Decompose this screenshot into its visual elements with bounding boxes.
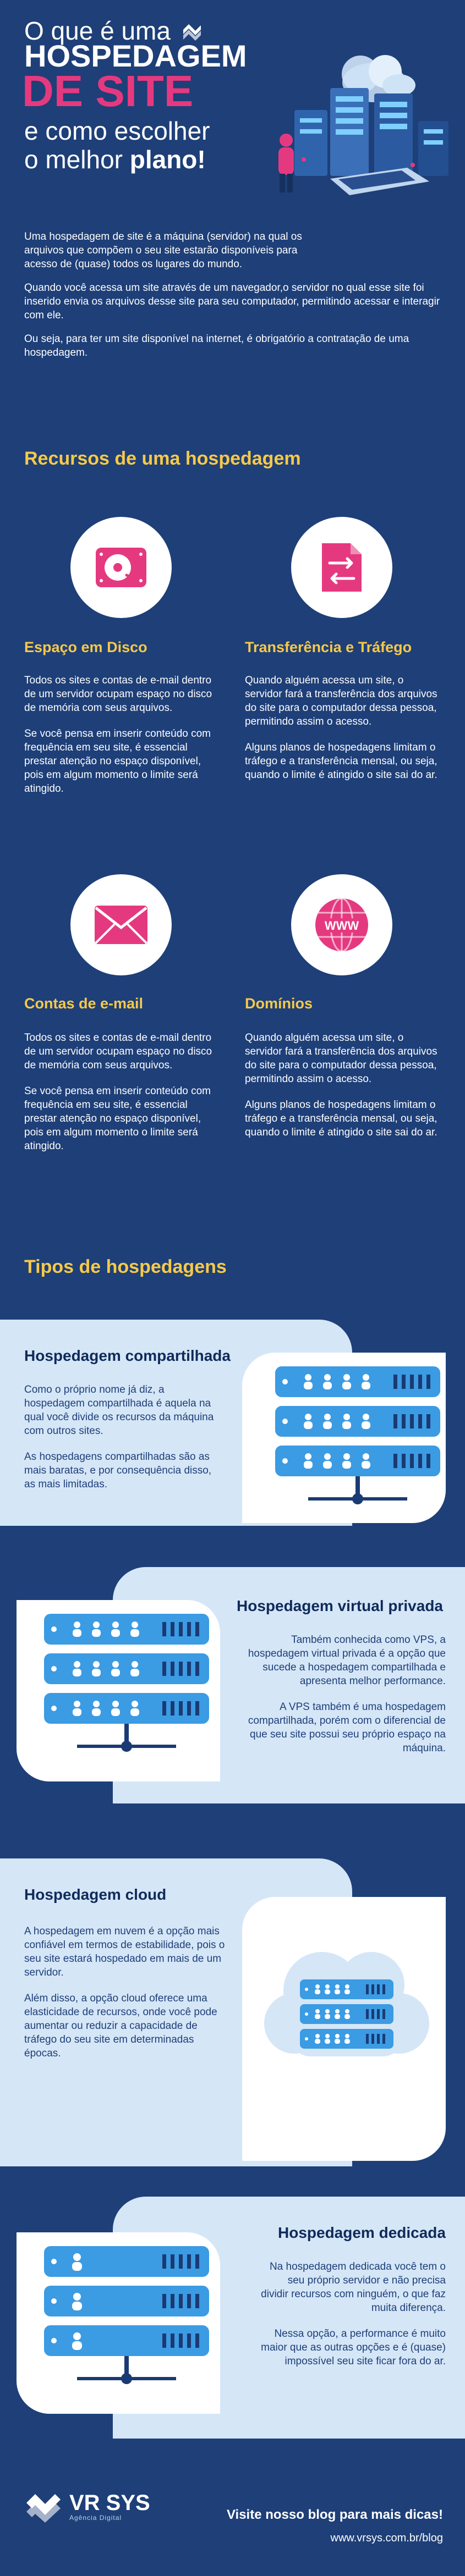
vps-server-icon: [44, 1614, 209, 1757]
recursos-title: Recursos de uma hospedagem: [24, 448, 301, 469]
tipo-title-dedicada: Hospedagem dedicada: [278, 2224, 446, 2241]
tipo-body-cloud: [24, 1924, 228, 2060]
footer-logo[interactable]: [24, 2491, 150, 2523]
envelope-icon-circle: [70, 874, 172, 975]
recurso-body-disco: [24, 674, 220, 796]
tipo-cloud-p1: A hospedagem em nuvem é a opção mais confiável em termos de estabilidade, pois o seu site estará hospedado em mais de um servidor.: [24, 1926, 225, 1978]
tipo-compartilhada-p1: Como o próprio nome já diz, a hospedagem compartilhada é aquela na qual você divide os recursos da máquina com outros sites.: [24, 1384, 214, 1437]
vrsys-logo-icon: [24, 2491, 63, 2523]
dedicated-server-icon: [44, 2246, 209, 2389]
tipo-dedicada-p2: Nessa opção, a performance é muito maior que as outras opções e é (quase) impossível seu site ficar fora do ar.: [261, 2328, 446, 2367]
www-badge-text: WWW: [324, 919, 359, 933]
recurso-body-transferencia: [245, 674, 443, 782]
shared-server-icon: [275, 1366, 440, 1509]
recurso-disco-p1: Todos os sites e contas de e-mail dentro de um servidor ocupam espaço no disco de memória com seus arquivos.: [24, 675, 212, 714]
hero-line-5: o melhor plano!: [24, 145, 206, 174]
tipos-title: Tipos de hospedagens: [24, 1256, 227, 1277]
tipo-title-cloud: Hospedagem cloud: [24, 1886, 167, 1903]
tipo-body-compartilhada: [24, 1383, 217, 1491]
footer-logo-text: VR SYS: [69, 2491, 150, 2515]
www-globe-icon-circle: [291, 874, 392, 975]
recurso-body-dominios: [245, 1031, 443, 1139]
recurso-title-dominios: Domínios: [245, 995, 313, 1012]
intro-paragraph-1: Uma hospedagem de site é a máquina (servidor) na qual os arquivos que compõem o seu site estarão disponíveis para acesso de (quase) todos os lugares do mundo.: [24, 231, 302, 270]
footer-cta: Visite nosso blog para mais dicas!: [226, 2507, 443, 2522]
footer-logo-sub: Agência Digital: [69, 2514, 122, 2522]
recurso-disco-p2: Se você pensa em inserir conteúdo com frequência em seu site, é essencial prestar atenção no espaço disponível, pois em algum momento o limite será atingido.: [24, 728, 211, 795]
hard-disk-icon: [95, 547, 147, 588]
recurso-dominios-p2: Alguns planos de hospedagens limitam o tráfego e a transferência mensal, ou seja, quando o limite é atingido o site sai do ar.: [245, 1099, 437, 1138]
recurso-title-email: Contas de e-mail: [24, 995, 144, 1012]
tipo-body-vps: [242, 1633, 446, 1755]
tipo-vps-p1: Também conhecida como VPS, a hospedagem virtual privada é a opção que sucede a hospedagem compartilhada e apresenta melhor performance.: [248, 1634, 446, 1687]
tipo-title-compartilhada: Hospedagem compartilhada: [24, 1347, 231, 1364]
hero-section: [0, 0, 465, 198]
intro-section: [24, 230, 442, 360]
tipo-compartilhada-p2: As hospedagens compartilhadas são as mais baratas, e por consequência disso, as mais limitadas.: [24, 1451, 212, 1490]
recurso-email-p2: Se você pensa em inserir conteúdo com frequência em seu site, é essencial prestar atenção no espaço disponível, pois em algum momento o limite será atingido.: [24, 1085, 211, 1152]
tipo-vps-p2: A VPS também é uma hospedagem compartilhada, porém com o diferencial de que seu site possui seu próprio espaço na máquina.: [248, 1701, 446, 1754]
intro-paragraph-2: Quando você acessa um site através de um navegador,o servidor no qual esse site foi inserido envia os arquivos desse site para seu computador, permitindo acessar e interagir com ele.: [24, 282, 440, 321]
tipo-body-dedicada: [259, 2260, 446, 2368]
tipo-dedicada-p1: Na hospedagem dedicada você tem o seu próprio servidor e não precisa dividir recursos com ninguém, o que faz muita diferença.: [261, 2261, 446, 2314]
recurso-title-transferencia: Transferência e Tráfego: [245, 639, 412, 655]
file-transfer-icon: [320, 541, 364, 594]
recurso-email-p1: Todos os sites e contas de e-mail dentro de um servidor ocupam espaço no disco de memória com seus arquivos.: [24, 1032, 212, 1071]
recurso-body-email: [24, 1031, 220, 1153]
hero-line-1: O que é uma: [24, 15, 203, 46]
recurso-transferencia-p2: Alguns planos de hospedagens limitam o tráfego e a transferência mensal, ou seja, quando o limite é atingido o site sai do ar.: [245, 742, 437, 781]
footer-url-link[interactable]: www.vrsys.com.br/blog: [330, 2532, 443, 2544]
recurso-dominios-p1: Quando alguém acessa um site, o servidor fará a transferência dos arquivos do site para o computador dessa pessoa, permitindo assim o acesso.: [245, 1032, 437, 1085]
cloud-server-icon: [261, 1941, 432, 2084]
tipo-title-vps: Hospedagem virtual privada: [237, 1597, 444, 1614]
file-transfer-icon-circle: [291, 517, 392, 618]
recurso-title-disco: Espaço em Disco: [24, 639, 147, 655]
www-globe-icon: [313, 896, 370, 953]
hero-line-3: DE SITE: [22, 67, 194, 115]
intro-paragraph-3: Ou seja, para ter um site disponível na internet, é obrigatório a contratação de uma hospedagem.: [24, 333, 409, 358]
hero-line-2: HOSPEDAGEM: [24, 38, 247, 73]
envelope-icon: [94, 904, 149, 945]
tipo-cloud-p2: Além disso, a opção cloud oferece uma elasticidade de recursos, onde você pode aumentar ou reduzir a capacidade de tráfego do seu site em determinadas épocas.: [24, 1993, 217, 2059]
recurso-transferencia-p1: Quando alguém acessa um site, o servidor fará a transferência dos arquivos do site para o computador dessa pessoa, permitindo assim o acesso.: [245, 675, 437, 727]
hard-disk-icon-circle: [70, 517, 172, 618]
person-icon: [278, 134, 294, 192]
hero-illustration: [248, 49, 462, 214]
hero-line-4: e como escolher: [24, 117, 210, 145]
